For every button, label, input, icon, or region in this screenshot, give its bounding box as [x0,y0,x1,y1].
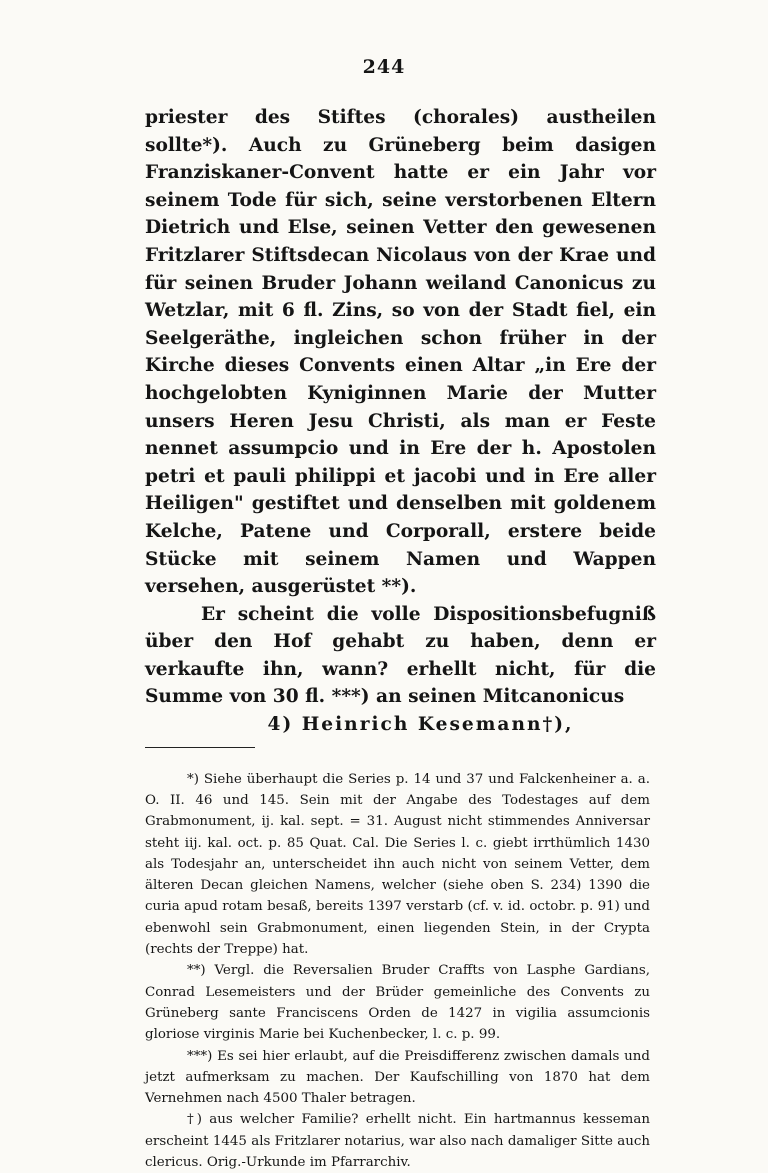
footnote-2: **) Vergl. die Reversalien Bruder Craffts von Lasphe Gardians, Conrad Lesemeisters und der Brüder gemeinliche des Convents zu Grüneberg sante Franciscens Orden de 1427 in vigilia assumcionis gloriose virginis Marie bei Kuchenbecker, l. c. p. 99. [145,963,650,1043]
footnote-rule [145,747,255,748]
footnotes [145,769,650,1173]
footnote-4: †) aus welcher Familie? erhellt nicht. Ein hartmannus kesseman erscheint 1445 als Fritzlarer notarius, war also nach damaliger Sitte auch clericus. Orig.-Urkunde im Pfarrarchiv. [145,1112,650,1170]
page-number: 244 [362,56,406,78]
main-text [145,104,656,739]
footnote-3: ***) Es sei hier erlaubt, auf die Preisdifferenz zwischen damals und jetzt aufmerksam zu machen. Der Kaufschilling von 1870 hat dem Vernehmen nach 4500 Thaler betragen. [145,1048,650,1107]
body-paragraph-1: priester des Stiftes (chorales) austheilen sollte*). Auch zu Grüneberg beim dasigen Franziskaner-Convent hatte er ein Jahr vor seinem Tode für sich, seine verstorbenen Eltern Dietrich und Else, seinen Vetter den gewesenen Fritzlarer Stiftsdecan Nicolaus von der Krae und für seinen Bruder Johann weiland Canonicus zu Wetzlar, mit 6 fl. Zins, so von der Stadt fiel, ein Seelgeräthe, ingleichen schon früher in der Kirche dieses Convents einen Altar „in Ere der hochgelobten Kyniginnen Marie der Mutter unsers Heren Jesu Christi, als man er Feste nennet assumpcio und in Ere der h. Apostolen petri et pauli philippi et jacobi und in Ere aller Heiligen" gestiftet und denselben mit goldenem Kelche, Patene und Corporall, erstere beide Stücke mit seinem Namen und Wappen versehen, ausgerüstet **). [145,107,656,598]
section-heading: 4) Heinrich Kesemann†), [267,714,574,736]
body-paragraph-2: Er scheint die volle Dispositionsbefugniß über den Hof gehabt zu haben, denn er verkaufte ihn, wann? erhellt nicht, für die Summe von 30 fl. ***) an seinen Mitcanonicus [145,603,656,708]
footnote-separator [145,745,656,759]
footnote-1: *) Siehe überhaupt die Series p. 14 und 37 und Falckenheiner a. a. O. II. 46 und 145. Sein mit der Angabe des Todestages auf dem Grabmonument, ij. kal. sept. = 31. August nicht stimmendes Anniversar steht iij. kal. oct. p. 85 Quat. Cal. Die Series l. c. giebt irrthümlich 1430 als Todesjahr an, unterscheidet ihn auch nicht von seinem Vetter, dem älteren Decan gleichen Namens, welcher (siehe oben S. 234) 1390 die curia apud rotam besaß, bereits 1397 verstarb (cf. v. id. octobr. p. 91) und ebenwohl sein Grabmonument, einen liegenden Stein, in der Crypta (rechts der Treppe) hat. [145,771,650,958]
